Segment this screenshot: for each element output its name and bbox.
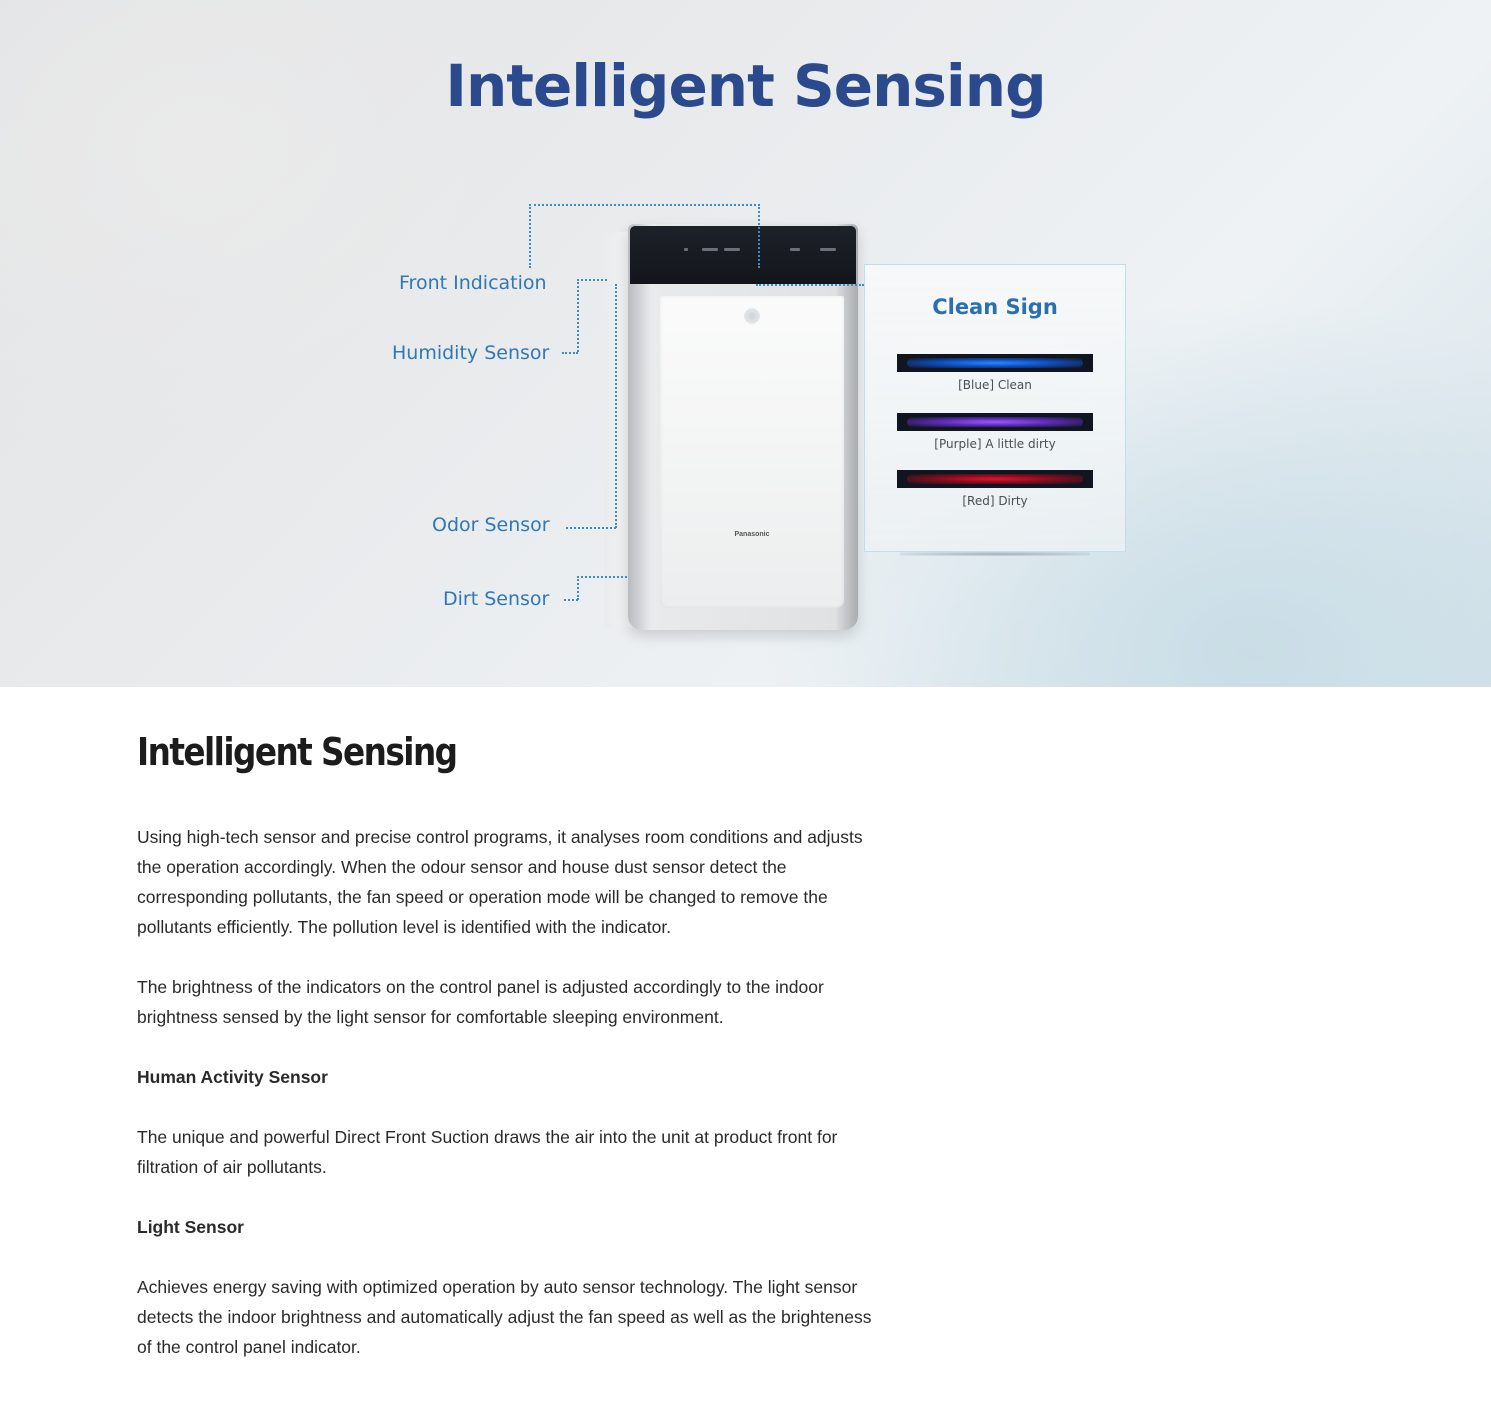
clean-sign-title: Clean Sign	[932, 295, 1058, 319]
clean-indicator-label: [Blue] Clean	[958, 378, 1032, 392]
clean-indicator-bar	[897, 354, 1093, 372]
dirt-sensor-label: Dirt Sensor	[443, 588, 550, 610]
little-dirty-indicator-bar	[897, 413, 1093, 431]
indicator-glow-purple	[907, 417, 1083, 427]
clean-sign-card	[864, 264, 1126, 552]
leader-line-odor-h	[566, 527, 616, 529]
intro-paragraph: Using high-tech sensor and precise control programs, it analyses room conditions and adjusts the operation accordingly. When the odour sensor and house dust sensor detect the corresponding pollutants, the fan speed or operation mode will be changed to remove the pollutants efficiently. The pollution level is identified with the indicator.	[137, 827, 863, 937]
indicator-glow-blue	[907, 358, 1083, 368]
hero-title: Intelligent Sensing	[445, 52, 1046, 120]
odor-sensor-label: Odor Sensor	[432, 514, 550, 536]
nanoe-mark-icon	[744, 308, 760, 324]
article-heading: Intelligent Sensing	[137, 730, 457, 774]
leader-line-dirt-h	[564, 599, 578, 601]
humidity-sensor-label: Humidity Sensor	[392, 342, 550, 364]
brightness-paragraph: The brightness of the indicators on the control panel is adjusted accordingly to the indoor brightness sensed by the light sensor for comfortable sleeping environment.	[137, 977, 824, 1027]
leader-line-front	[529, 204, 760, 268]
leader-line-humidity-c	[562, 352, 578, 354]
front-indication-label: Front Indication	[399, 272, 547, 294]
card-shadow	[900, 552, 1090, 556]
leader-line-dirt-v	[577, 576, 579, 600]
dirty-indicator-label: [Red] Dirty	[962, 494, 1028, 508]
panel-indicator	[820, 248, 836, 251]
indicator-glow-red	[907, 474, 1083, 484]
little-dirty-indicator-label: [Purple] A little dirty	[934, 437, 1056, 451]
panel-indicator	[790, 248, 800, 251]
leader-line-front-right	[756, 284, 864, 286]
article	[137, 730, 882, 1357]
leader-line-humidity	[562, 280, 604, 352]
leader-line-dirt	[577, 576, 627, 578]
human-activity-sensor-text: The unique and powerful Direct Front Suction draws the air into the unit at product front for filtration of air pollutants.	[137, 1127, 838, 1177]
human-activity-sensor-heading: Human Activity Sensor	[137, 1067, 328, 1087]
front-panel	[660, 296, 844, 608]
dirty-indicator-bar	[897, 470, 1093, 488]
hero-banner	[0, 0, 1491, 687]
leader-line-humidity-a	[577, 279, 607, 281]
leader-line-humidity-b	[577, 279, 579, 352]
light-sensor-text: Achieves energy saving with optimized operation by auto sensor technology. The light sensor detects the indoor brightness and automatically adjust the fan speed as well as the brighteness of the control panel indicator.	[137, 1277, 872, 1357]
leader-line-odor	[615, 284, 617, 528]
light-sensor-heading: Light Sensor	[137, 1217, 244, 1237]
brand-logo: Panasonic	[734, 531, 770, 538]
